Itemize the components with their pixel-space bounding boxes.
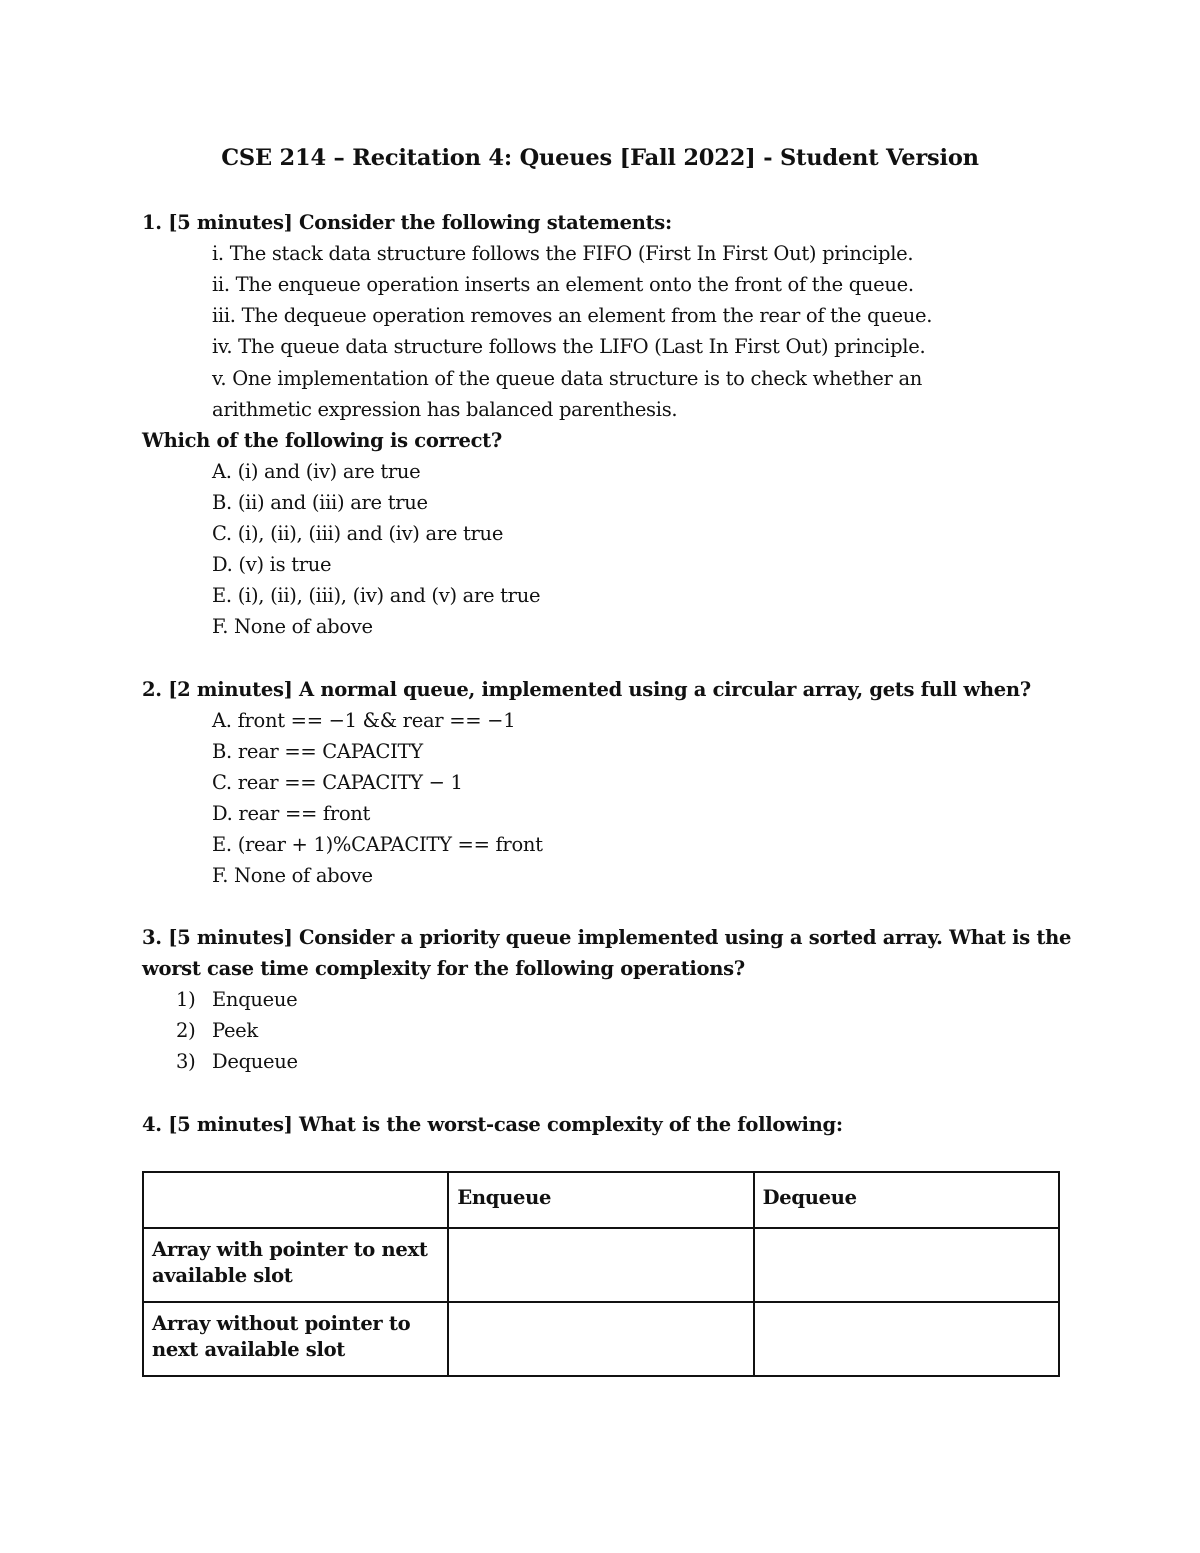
q1-option-b: B. (ii) and (iii) are true bbox=[212, 491, 428, 514]
q1-statement: iv. The queue data structure follows the LIFO (Last In First Out) principle. bbox=[212, 335, 926, 358]
q2-option-a: A. front == −1 && rear == −1 bbox=[212, 709, 516, 732]
q1-option-a: A. (i) and (iv) are true bbox=[212, 460, 421, 483]
q1-statement: ii. The enqueue operation inserts an element onto the front of the queue. bbox=[212, 273, 914, 296]
complexity-table bbox=[142, 1171, 1060, 1377]
q1-option-e: E. (i), (ii), (iii), (iv) and (v) are true bbox=[212, 584, 541, 607]
q2-option-e: E. (rear + 1)%CAPACITY == front bbox=[212, 833, 543, 856]
table-header-cell bbox=[143, 1172, 448, 1228]
q2-prompt: 2. [2 minutes] A normal queue, implemented using a circular array, gets full when? bbox=[142, 678, 1031, 701]
table-row-label: Array with pointer to next available slot bbox=[143, 1228, 448, 1302]
answer-cell-dequeue[interactable] bbox=[754, 1228, 1059, 1302]
table-row bbox=[143, 1302, 1059, 1376]
q4-prompt: 4. [5 minutes] What is the worst-case complexity of the following: bbox=[142, 1113, 843, 1136]
q2-option-b: B. rear == CAPACITY bbox=[212, 740, 423, 763]
q3-item-number: 1) bbox=[176, 988, 196, 1011]
q1-option-d: D. (v) is true bbox=[212, 553, 332, 576]
q1-statement: v. One implementation of the queue data structure is to check whether an bbox=[212, 367, 923, 390]
q1-statement: arithmetic expression has balanced parenthesis. bbox=[212, 398, 678, 421]
q2-option-c: C. rear == CAPACITY − 1 bbox=[212, 771, 463, 794]
table-header-row bbox=[143, 1172, 1059, 1228]
q1-option-c: C. (i), (ii), (iii) and (iv) are true bbox=[212, 522, 504, 545]
table-header-cell: Enqueue bbox=[448, 1172, 753, 1228]
answer-cell-enqueue[interactable] bbox=[448, 1302, 753, 1376]
q3-prompt-line1: 3. [5 minutes] Consider a priority queue implemented using a sorted array. What is the bbox=[142, 926, 1072, 949]
page-title: CSE 214 – Recitation 4: Queues [Fall 2022] - Student Version bbox=[221, 145, 979, 171]
q2-option-d: D. rear == front bbox=[212, 802, 371, 825]
q1-question: Which of the following is correct? bbox=[142, 429, 503, 452]
q3-item-text: Dequeue bbox=[212, 1050, 298, 1073]
q1-option-f: F. None of above bbox=[212, 615, 373, 638]
q2-option-f: F. None of above bbox=[212, 864, 373, 887]
q1-statement: iii. The dequeue operation removes an element from the rear of the queue. bbox=[212, 304, 933, 327]
table-row-label: Array without pointer to next available slot bbox=[143, 1302, 448, 1376]
answer-cell-dequeue[interactable] bbox=[754, 1302, 1059, 1376]
q3-prompt-line2: worst case time complexity for the following operations? bbox=[142, 957, 745, 980]
q1-statement: i. The stack data structure follows the FIFO (First In First Out) principle. bbox=[212, 242, 914, 265]
q1-prompt: 1. [5 minutes] Consider the following statements: bbox=[142, 211, 672, 234]
q3-item-number: 2) bbox=[176, 1019, 196, 1042]
q3-item-number: 3) bbox=[176, 1050, 196, 1073]
table-header-cell: Dequeue bbox=[754, 1172, 1059, 1228]
q3-item-text: Enqueue bbox=[212, 988, 298, 1011]
table-row bbox=[143, 1228, 1059, 1302]
q3-item-text: Peek bbox=[212, 1019, 258, 1042]
answer-cell-enqueue[interactable] bbox=[448, 1228, 753, 1302]
